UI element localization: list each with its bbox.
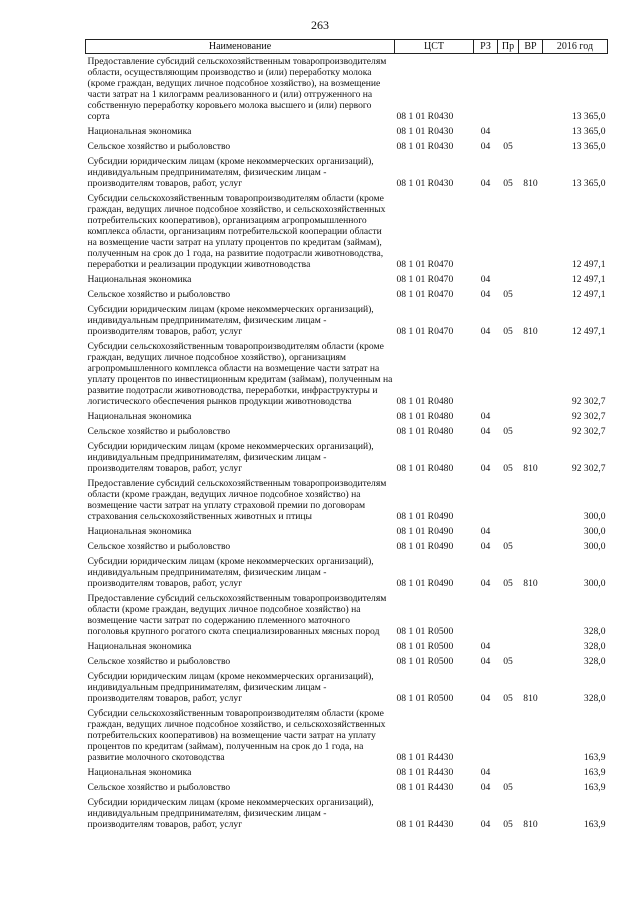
row-amount: 12 497,1 <box>571 326 606 337</box>
table-row <box>86 765 608 780</box>
row-vr-code <box>519 272 543 287</box>
row-vr-code <box>519 654 543 669</box>
row-amount: 92 302,7 <box>571 411 606 422</box>
row-pr-code: 05 <box>503 289 513 300</box>
row-vr-code <box>519 524 543 539</box>
row-cst-code: 08 1 01 R0480 <box>396 396 454 407</box>
row-rz-code: 04 <box>480 463 491 474</box>
row-pr-code <box>498 591 519 639</box>
row-cst-code: 08 1 01 R0480 <box>396 411 454 422</box>
row-name: Субсидии юридическим лицам (кроме некоммерческих организаций), индивидуальным предпринимателям, физическим лицам - производителям товаров, работ, услуг <box>87 556 374 589</box>
row-cst-code: 08 1 01 R0470 <box>396 259 454 270</box>
row-vr-code: 810 <box>523 693 538 704</box>
row-amount: 13 365,0 <box>571 141 606 152</box>
row-name: Субсидии юридическим лицам (кроме некоммерческих организаций), индивидуальным предпринимателям, физическим лицам - производителям товаров, работ, услуг <box>87 304 374 337</box>
row-cst-code: 08 1 01 R4430 <box>396 782 454 793</box>
row-name: Сельское хозяйство и рыболовство <box>87 141 231 152</box>
row-pr-code <box>498 339 519 409</box>
row-rz-code: 04 <box>480 767 491 778</box>
row-cst-code: 08 1 01 R0430 <box>396 111 454 122</box>
row-name: Сельское хозяйство и рыболовство <box>87 426 231 437</box>
table-row <box>86 554 608 591</box>
table-row <box>86 539 608 554</box>
row-cst-code: 08 1 01 R0490 <box>396 511 454 522</box>
row-vr-code: 810 <box>523 819 538 830</box>
row-rz-code: 04 <box>480 326 491 337</box>
row-name: Субсидии сельскохозяйственным товаропроизводителям области (кроме граждан, ведущих личное подсобное хозяйство, и сельскохозяйственных потребительских кооперативов) на возмещение части затрат на уплату процентов по кредитам (займам), полученным на срок до 1 года, на развитие молочного скотоводства <box>87 708 386 763</box>
column-header-name: Наименование <box>86 40 395 54</box>
row-pr-code: 05 <box>503 541 513 552</box>
row-rz-code <box>474 54 498 125</box>
row-amount: 12 497,1 <box>571 274 606 285</box>
column-header-vr: ВР <box>519 40 543 54</box>
row-amount: 92 302,7 <box>571 463 606 474</box>
row-pr-code <box>498 765 519 780</box>
row-amount: 13 365,0 <box>571 126 606 137</box>
row-pr-code <box>498 54 519 125</box>
row-name: Субсидии юридическим лицам (кроме некоммерческих организаций), индивидуальным предпринимателям, физическим лицам - производителям товаров, работ, услуг <box>87 156 374 189</box>
table-row <box>86 124 608 139</box>
row-amount: 12 497,1 <box>571 259 606 270</box>
table-row <box>86 409 608 424</box>
column-header-year: 2016 год <box>543 40 608 54</box>
budget-table <box>85 39 608 832</box>
row-name: Субсидии юридическим лицам (кроме некоммерческих организаций), индивидуальным предпринимателям, физическим лицам - производителям товаров, работ, услуг <box>87 797 374 830</box>
row-cst-code: 08 1 01 R0430 <box>396 141 454 152</box>
row-name: Национальная экономика <box>87 526 192 537</box>
row-vr-code <box>519 191 543 272</box>
row-vr-code <box>519 591 543 639</box>
row-vr-code: 810 <box>523 463 538 474</box>
table-row <box>86 639 608 654</box>
table-row <box>86 191 608 272</box>
row-rz-code: 04 <box>480 641 491 652</box>
row-name: Сельское хозяйство и рыболовство <box>87 656 231 667</box>
row-pr-code <box>498 191 519 272</box>
row-cst-code: 08 1 01 R0500 <box>396 693 454 704</box>
row-pr-code <box>498 124 519 139</box>
row-pr-code: 05 <box>503 426 513 437</box>
row-vr-code <box>519 54 543 125</box>
row-cst-code: 08 1 01 R0470 <box>396 326 454 337</box>
row-name: Субсидии сельскохозяйственным товаропроизводителям области (кроме граждан, ведущих личное подсобное хозяйство, и сельскохозяйственных потребительских кооперативов), организациям агропромышленного комплекса области, организациям потребительской кооперации области на возмещение части затрат на уплату процентов по кредитам (займам), полученным на срок до 1 года, на развитие подотрасли животноводства, переработки и реализации продукции животноводства <box>87 193 386 270</box>
row-pr-code <box>498 476 519 524</box>
row-name: Предоставление субсидий сельскохозяйственным товаропроизводителям области (кроме граждан, ведущих личное подсобное хозяйство) на возмещение части затрат на уплату страховой премии по договорам страхования сельскохозяйственных животных и птицы <box>87 478 387 522</box>
row-pr-code: 05 <box>503 178 513 189</box>
row-amount: 328,0 <box>583 656 606 667</box>
row-pr-code: 05 <box>503 693 513 704</box>
table-row <box>86 476 608 524</box>
row-pr-code: 05 <box>503 463 513 474</box>
row-vr-code: 810 <box>523 578 538 589</box>
row-amount: 92 302,7 <box>571 396 606 407</box>
row-name: Сельское хозяйство и рыболовство <box>87 782 231 793</box>
row-vr-code <box>519 424 543 439</box>
row-rz-code: 04 <box>480 426 491 437</box>
row-rz-code: 04 <box>480 578 491 589</box>
row-rz-code <box>474 191 498 272</box>
row-amount: 12 497,1 <box>571 289 606 300</box>
row-amount: 163,9 <box>583 819 606 830</box>
row-rz-code <box>474 706 498 765</box>
column-header-pr: Пр <box>498 40 519 54</box>
row-rz-code: 04 <box>480 126 491 137</box>
row-rz-code <box>474 591 498 639</box>
row-rz-code: 04 <box>480 693 491 704</box>
table-body <box>86 54 608 833</box>
row-name: Субсидии сельскохозяйственным товаропроизводителям области (кроме граждан, ведущих личное подсобное хозяйство), организациям агропромышленного комплекса области на возмещение части затрат на уплату процентов по инвестиционным кредитам (займам), полученным на развитие подотрасли животноводства, переработки, инфраструктуры и логистического обеспечения рынков продукции животноводства <box>87 341 393 407</box>
column-header-cst: ЦСТ <box>395 40 474 54</box>
row-vr-code: 810 <box>523 178 538 189</box>
table-row <box>86 654 608 669</box>
row-rz-code: 04 <box>480 526 491 537</box>
row-name: Предоставление субсидий сельскохозяйственным товаропроизводителям области, осуществляющим производство и (или) переработку молока (кроме граждан, ведущих личное подсобное хозяйство), на возмещение части затрат на 1 килограмм реализованного и (или) отгруженного на собственную переработку коровьего молока высшего и (или) первого сорта <box>87 56 387 122</box>
row-rz-code <box>474 476 498 524</box>
row-vr-code <box>519 639 543 654</box>
row-cst-code: 08 1 01 R0500 <box>396 656 454 667</box>
row-pr-code: 05 <box>503 141 513 152</box>
row-amount: 163,9 <box>583 782 606 793</box>
table-row <box>86 302 608 339</box>
table-row <box>86 706 608 765</box>
row-cst-code: 08 1 01 R0430 <box>396 178 454 189</box>
row-name: Субсидии юридическим лицам (кроме некоммерческих организаций), индивидуальным предпринимателям, физическим лицам - производителям товаров, работ, услуг <box>87 671 374 704</box>
row-vr-code <box>519 476 543 524</box>
table-row <box>86 591 608 639</box>
row-amount: 13 365,0 <box>571 111 606 122</box>
row-name: Субсидии юридическим лицам (кроме некоммерческих организаций), индивидуальным предпринимателям, физическим лицам - производителям товаров, работ, услуг <box>87 441 374 474</box>
row-cst-code: 08 1 01 R0500 <box>396 626 454 637</box>
row-pr-code <box>498 706 519 765</box>
table-row <box>86 339 608 409</box>
row-cst-code: 08 1 01 R0490 <box>396 526 454 537</box>
row-pr-code: 05 <box>503 656 513 667</box>
row-rz-code: 04 <box>480 289 491 300</box>
row-cst-code: 08 1 01 R4430 <box>396 752 454 763</box>
row-pr-code <box>498 409 519 424</box>
row-name: Национальная экономика <box>87 274 192 285</box>
row-cst-code: 08 1 01 R0430 <box>396 126 454 137</box>
row-vr-code <box>519 706 543 765</box>
row-pr-code: 05 <box>503 782 513 793</box>
table-header-row <box>86 40 608 54</box>
column-header-rz: РЗ <box>474 40 498 54</box>
row-vr-code <box>519 287 543 302</box>
page-number: 263 <box>311 18 329 32</box>
row-rz-code: 04 <box>480 656 491 667</box>
row-cst-code: 08 1 01 R4430 <box>396 819 454 830</box>
row-amount: 300,0 <box>583 541 606 552</box>
row-amount: 328,0 <box>583 693 606 704</box>
row-vr-code <box>519 539 543 554</box>
table-row <box>86 439 608 476</box>
row-rz-code: 04 <box>480 178 491 189</box>
table-row <box>86 424 608 439</box>
table-row <box>86 795 608 832</box>
row-rz-code: 04 <box>480 141 491 152</box>
row-rz-code: 04 <box>480 541 491 552</box>
row-amount: 92 302,7 <box>571 426 606 437</box>
table-row <box>86 139 608 154</box>
row-pr-code: 05 <box>503 326 513 337</box>
table-row <box>86 272 608 287</box>
row-vr-code <box>519 780 543 795</box>
row-vr-code <box>519 124 543 139</box>
row-rz-code: 04 <box>480 411 491 422</box>
row-cst-code: 08 1 01 R0490 <box>396 541 454 552</box>
row-cst-code: 08 1 01 R4430 <box>396 767 454 778</box>
row-name: Национальная экономика <box>87 411 192 422</box>
row-amount: 328,0 <box>583 641 606 652</box>
row-cst-code: 08 1 01 R0480 <box>396 426 454 437</box>
row-vr-code <box>519 765 543 780</box>
table-row <box>86 780 608 795</box>
row-rz-code <box>474 339 498 409</box>
row-pr-code: 05 <box>503 578 513 589</box>
row-name: Национальная экономика <box>87 641 192 652</box>
row-cst-code: 08 1 01 R0490 <box>396 578 454 589</box>
row-name: Национальная экономика <box>87 767 192 778</box>
table-row <box>86 54 608 125</box>
table-row <box>86 287 608 302</box>
row-pr-code <box>498 272 519 287</box>
row-amount: 300,0 <box>583 526 606 537</box>
row-rz-code: 04 <box>480 274 491 285</box>
table-row <box>86 669 608 706</box>
row-vr-code: 810 <box>523 326 538 337</box>
row-pr-code: 05 <box>503 819 513 830</box>
row-amount: 13 365,0 <box>571 178 606 189</box>
row-name: Сельское хозяйство и рыболовство <box>87 289 231 300</box>
row-cst-code: 08 1 01 R0500 <box>396 641 454 652</box>
table-row <box>86 154 608 191</box>
row-rz-code: 04 <box>480 819 491 830</box>
row-vr-code <box>519 409 543 424</box>
row-cst-code: 08 1 01 R0470 <box>396 274 454 285</box>
row-pr-code <box>498 639 519 654</box>
row-amount: 300,0 <box>583 578 606 589</box>
table-row <box>86 524 608 539</box>
row-cst-code: 08 1 01 R0480 <box>396 463 454 474</box>
row-name: Предоставление субсидий сельскохозяйственным товаропроизводителям области (кроме граждан, ведущих личное подсобное хозяйство) на возмещение части затрат по содержанию племенного маточного поголовья крупного рогатого скота специализированных мясных пород <box>87 593 387 637</box>
row-vr-code <box>519 139 543 154</box>
row-amount: 163,9 <box>583 767 606 778</box>
row-amount: 163,9 <box>583 752 606 763</box>
row-name: Национальная экономика <box>87 126 192 137</box>
row-name: Сельское хозяйство и рыболовство <box>87 541 231 552</box>
row-pr-code <box>498 524 519 539</box>
row-vr-code <box>519 339 543 409</box>
row-cst-code: 08 1 01 R0470 <box>396 289 454 300</box>
row-rz-code: 04 <box>480 782 491 793</box>
row-amount: 328,0 <box>583 626 606 637</box>
row-amount: 300,0 <box>583 511 606 522</box>
